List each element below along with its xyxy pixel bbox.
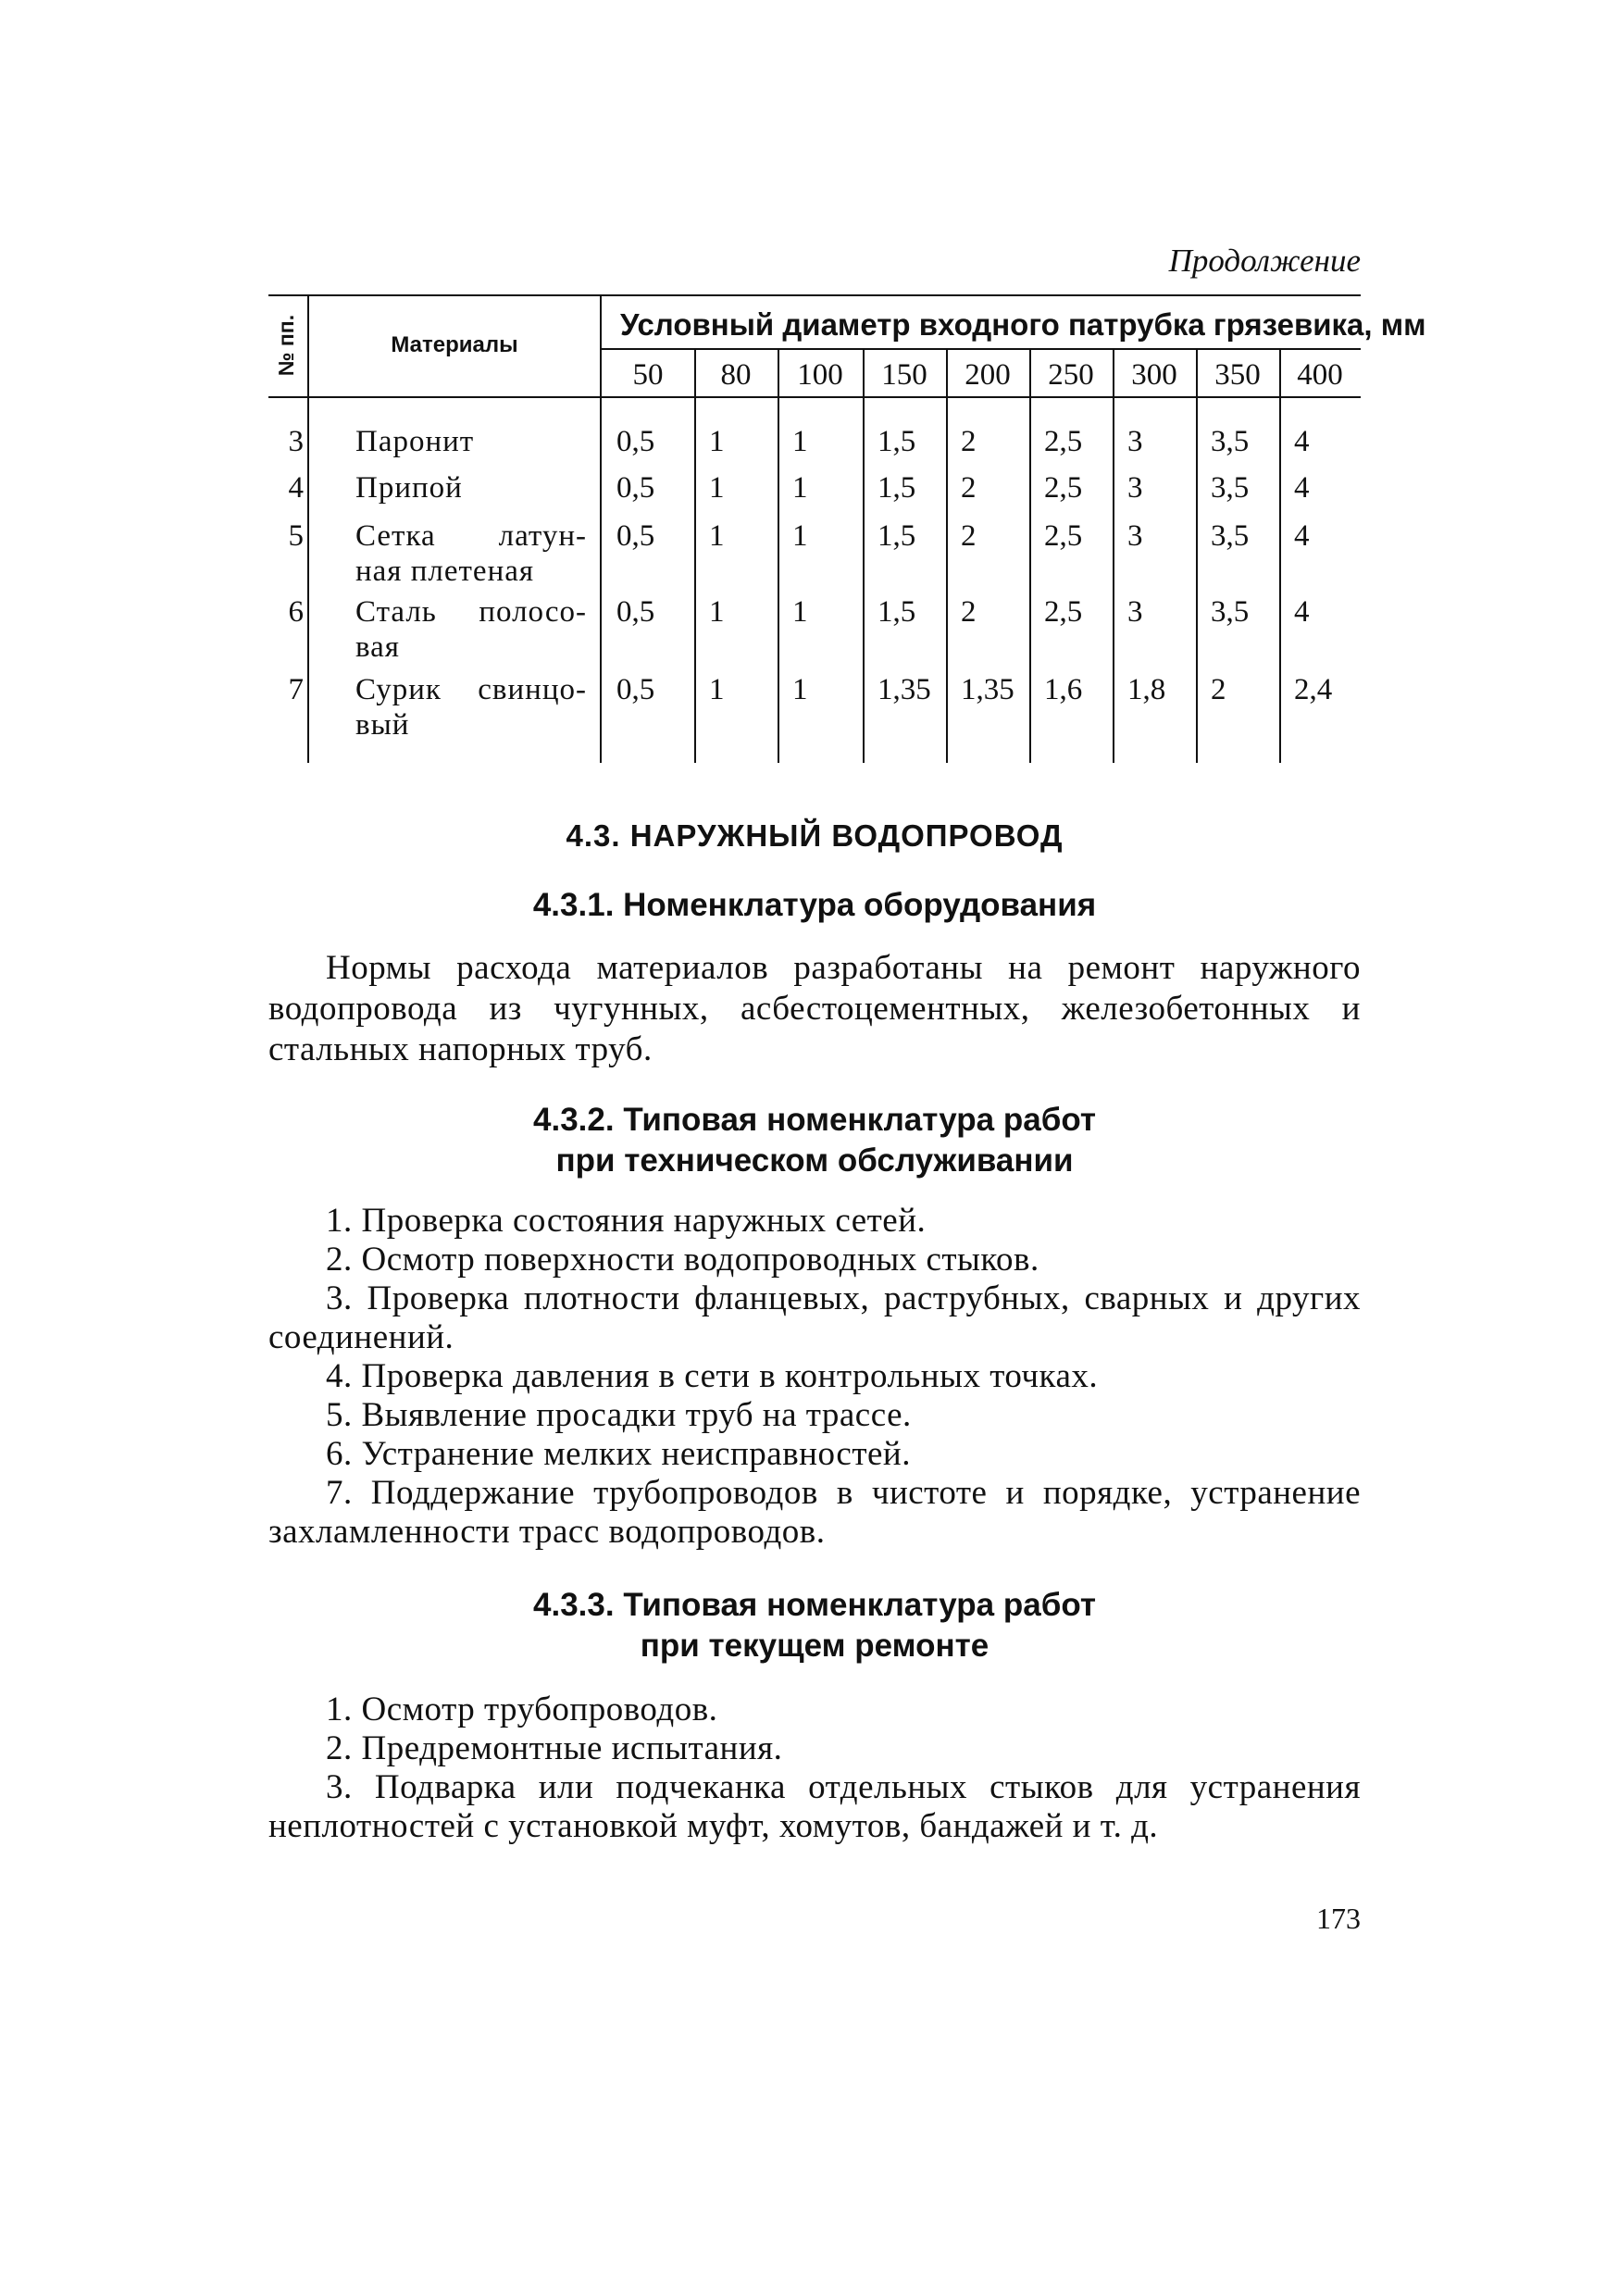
row-number: 4 xyxy=(288,471,304,505)
subsection-title-line: 4.3.2. Типовая номенклатура работ xyxy=(533,1102,1096,1138)
diameter-column-header: 400 xyxy=(1297,358,1343,392)
table-vrule xyxy=(1029,348,1031,763)
table-cell: 1 xyxy=(709,673,725,706)
table-cell: 3 xyxy=(1127,471,1143,505)
maintenance-works-list xyxy=(268,1202,1361,1552)
diameter-header: Условный диаметр входного патрубка грязевика, мм xyxy=(620,307,1426,342)
list-item: 4. Проверка давления в сети в контрольных точках. xyxy=(326,1357,1099,1395)
table-cell: 2,5 xyxy=(1044,519,1083,553)
list-item: 5. Выявление просадки труб на трассе. xyxy=(326,1396,912,1434)
table-cell: 3 xyxy=(1127,425,1143,458)
diameter-header-rule xyxy=(602,348,1361,350)
table-cell: 0,5 xyxy=(616,519,655,553)
list-item: 2. Осмотр поверхности водопроводных стыков. xyxy=(326,1241,1039,1279)
material-name: вая xyxy=(355,630,400,664)
table-cell: 0,5 xyxy=(616,595,655,629)
table-cell: 2 xyxy=(961,595,977,629)
repair-works-list xyxy=(268,1691,1361,1846)
table-cell: 2 xyxy=(961,425,977,458)
table-cell: 1 xyxy=(709,595,725,629)
section-title: 4.3. НАРУЖНЫЙ ВОДОПРОВОД xyxy=(566,818,1064,853)
table-vrule xyxy=(1279,348,1281,763)
diameter-column-header: 300 xyxy=(1131,358,1177,392)
subsection-title-line: при техническом обслуживании xyxy=(555,1142,1074,1179)
list-item: 6. Устранение мелких неисправностей. xyxy=(326,1435,911,1473)
table-cell: 1,35 xyxy=(877,673,931,706)
table-cell: 2,4 xyxy=(1294,673,1333,706)
diameter-column-header: 80 xyxy=(720,358,752,392)
row-number: 5 xyxy=(288,519,304,553)
material-name: Сурик свинцо- xyxy=(355,673,587,706)
table-vrule xyxy=(946,348,948,763)
table-cell: 1,6 xyxy=(1044,673,1083,706)
table-vrule xyxy=(863,348,865,763)
row-number: 6 xyxy=(288,595,304,629)
diameter-column-header: 250 xyxy=(1048,358,1094,392)
diameter-column-header: 150 xyxy=(881,358,927,392)
table-cell: 1,35 xyxy=(961,673,1014,706)
material-name: Припой xyxy=(355,471,463,505)
material-name: Сетка латун- xyxy=(355,519,587,553)
materials-table xyxy=(268,294,1426,763)
subsection-title-4-3-2 xyxy=(268,1100,1361,1181)
table-cell: 1 xyxy=(792,519,808,553)
subsection-title-line: 4.3.3. Типовая номенклатура работ xyxy=(533,1587,1096,1623)
table-cell: 4 xyxy=(1294,471,1310,505)
table-vrule xyxy=(694,348,696,763)
subsection-title-4-3-1: 4.3.1. Номенклатура оборудования xyxy=(532,887,1097,923)
table-cell: 1 xyxy=(792,673,808,706)
table-vrule xyxy=(307,294,309,763)
material-name: вый xyxy=(355,708,410,742)
list-item: 1. Осмотр трубопроводов. xyxy=(326,1691,718,1728)
table-cell: 1,8 xyxy=(1127,673,1166,706)
materials-column-header: Материалы xyxy=(391,332,518,357)
table-cell: 3,5 xyxy=(1211,519,1250,553)
table-cell: 2,5 xyxy=(1044,595,1083,629)
table-cell: 4 xyxy=(1294,595,1310,629)
table-vrule xyxy=(1113,348,1114,763)
subsection-text-4-3-1: Нормы расхода материалов разработаны на ремонт наружного водопровода из чугунных, асбестоцементных, железобетонных и стальных напорных труб. xyxy=(268,949,1361,1068)
table-cell: 1,5 xyxy=(877,595,916,629)
table-cell: 3 xyxy=(1127,519,1143,553)
table-cell: 0,5 xyxy=(616,425,655,458)
table-cell: 1 xyxy=(709,519,725,553)
subsection-title-4-3-3 xyxy=(268,1585,1361,1666)
subsection-title-line: при текущем ремонте xyxy=(640,1628,989,1664)
list-item: 1. Проверка состояния наружных сетей. xyxy=(326,1202,927,1240)
table-cell: 3 xyxy=(1127,595,1143,629)
table-cell: 1,5 xyxy=(877,425,916,458)
row-number: 3 xyxy=(288,425,304,458)
table-cell: 1 xyxy=(709,425,725,458)
diameter-column-header: 350 xyxy=(1214,358,1261,392)
continuation-label: Продолжение xyxy=(1168,243,1361,279)
table-cell: 2,5 xyxy=(1044,471,1083,505)
table-cell: 1,5 xyxy=(877,519,916,553)
list-item: 3. Проверка плотности фланцевых, раструбных, сварных и других соединений. xyxy=(268,1279,1361,1356)
table-cell: 2,5 xyxy=(1044,425,1083,458)
table-vrule xyxy=(778,348,779,763)
material-name: Сталь полосо- xyxy=(355,595,587,629)
diameter-column-header: 100 xyxy=(797,358,843,392)
diameter-column-header: 200 xyxy=(965,358,1011,392)
table-cell: 0,5 xyxy=(616,471,655,505)
list-item: 3. Подварка или подчеканка отдельных стыков для устранения неплотностей с установкой муфт, хомутов, бандажей и т. д. xyxy=(268,1768,1361,1845)
table-cell: 3,5 xyxy=(1211,425,1250,458)
page-number: 173 xyxy=(1316,1902,1361,1935)
table-top-rule xyxy=(268,294,1361,296)
table-cell: 1 xyxy=(709,471,725,505)
table-cell: 1 xyxy=(792,425,808,458)
table-cell: 0,5 xyxy=(616,673,655,706)
table-cell: 2 xyxy=(961,519,977,553)
table-cell: 1 xyxy=(792,595,808,629)
number-column-header: № пп. xyxy=(274,314,298,377)
table-cell: 1 xyxy=(792,471,808,505)
table-cell: 4 xyxy=(1294,425,1310,458)
row-number: 7 xyxy=(288,673,304,706)
table-cell: 3,5 xyxy=(1211,471,1250,505)
table-cell: 4 xyxy=(1294,519,1310,553)
material-name: Паронит xyxy=(355,425,475,458)
list-item: 2. Предремонтные испытания. xyxy=(326,1729,783,1767)
table-cell: 2 xyxy=(1211,673,1226,706)
diameter-column-header: 50 xyxy=(632,358,664,392)
material-name: ная плетеная xyxy=(355,555,535,588)
list-item: 7. Поддержание трубопроводов в чистоте и порядке, устранение захламленности трасс водопроводов. xyxy=(268,1474,1361,1551)
table-vrule xyxy=(1196,348,1198,763)
table-cell: 3,5 xyxy=(1211,595,1250,629)
table-cell: 2 xyxy=(961,471,977,505)
table-cell: 1,5 xyxy=(877,471,916,505)
